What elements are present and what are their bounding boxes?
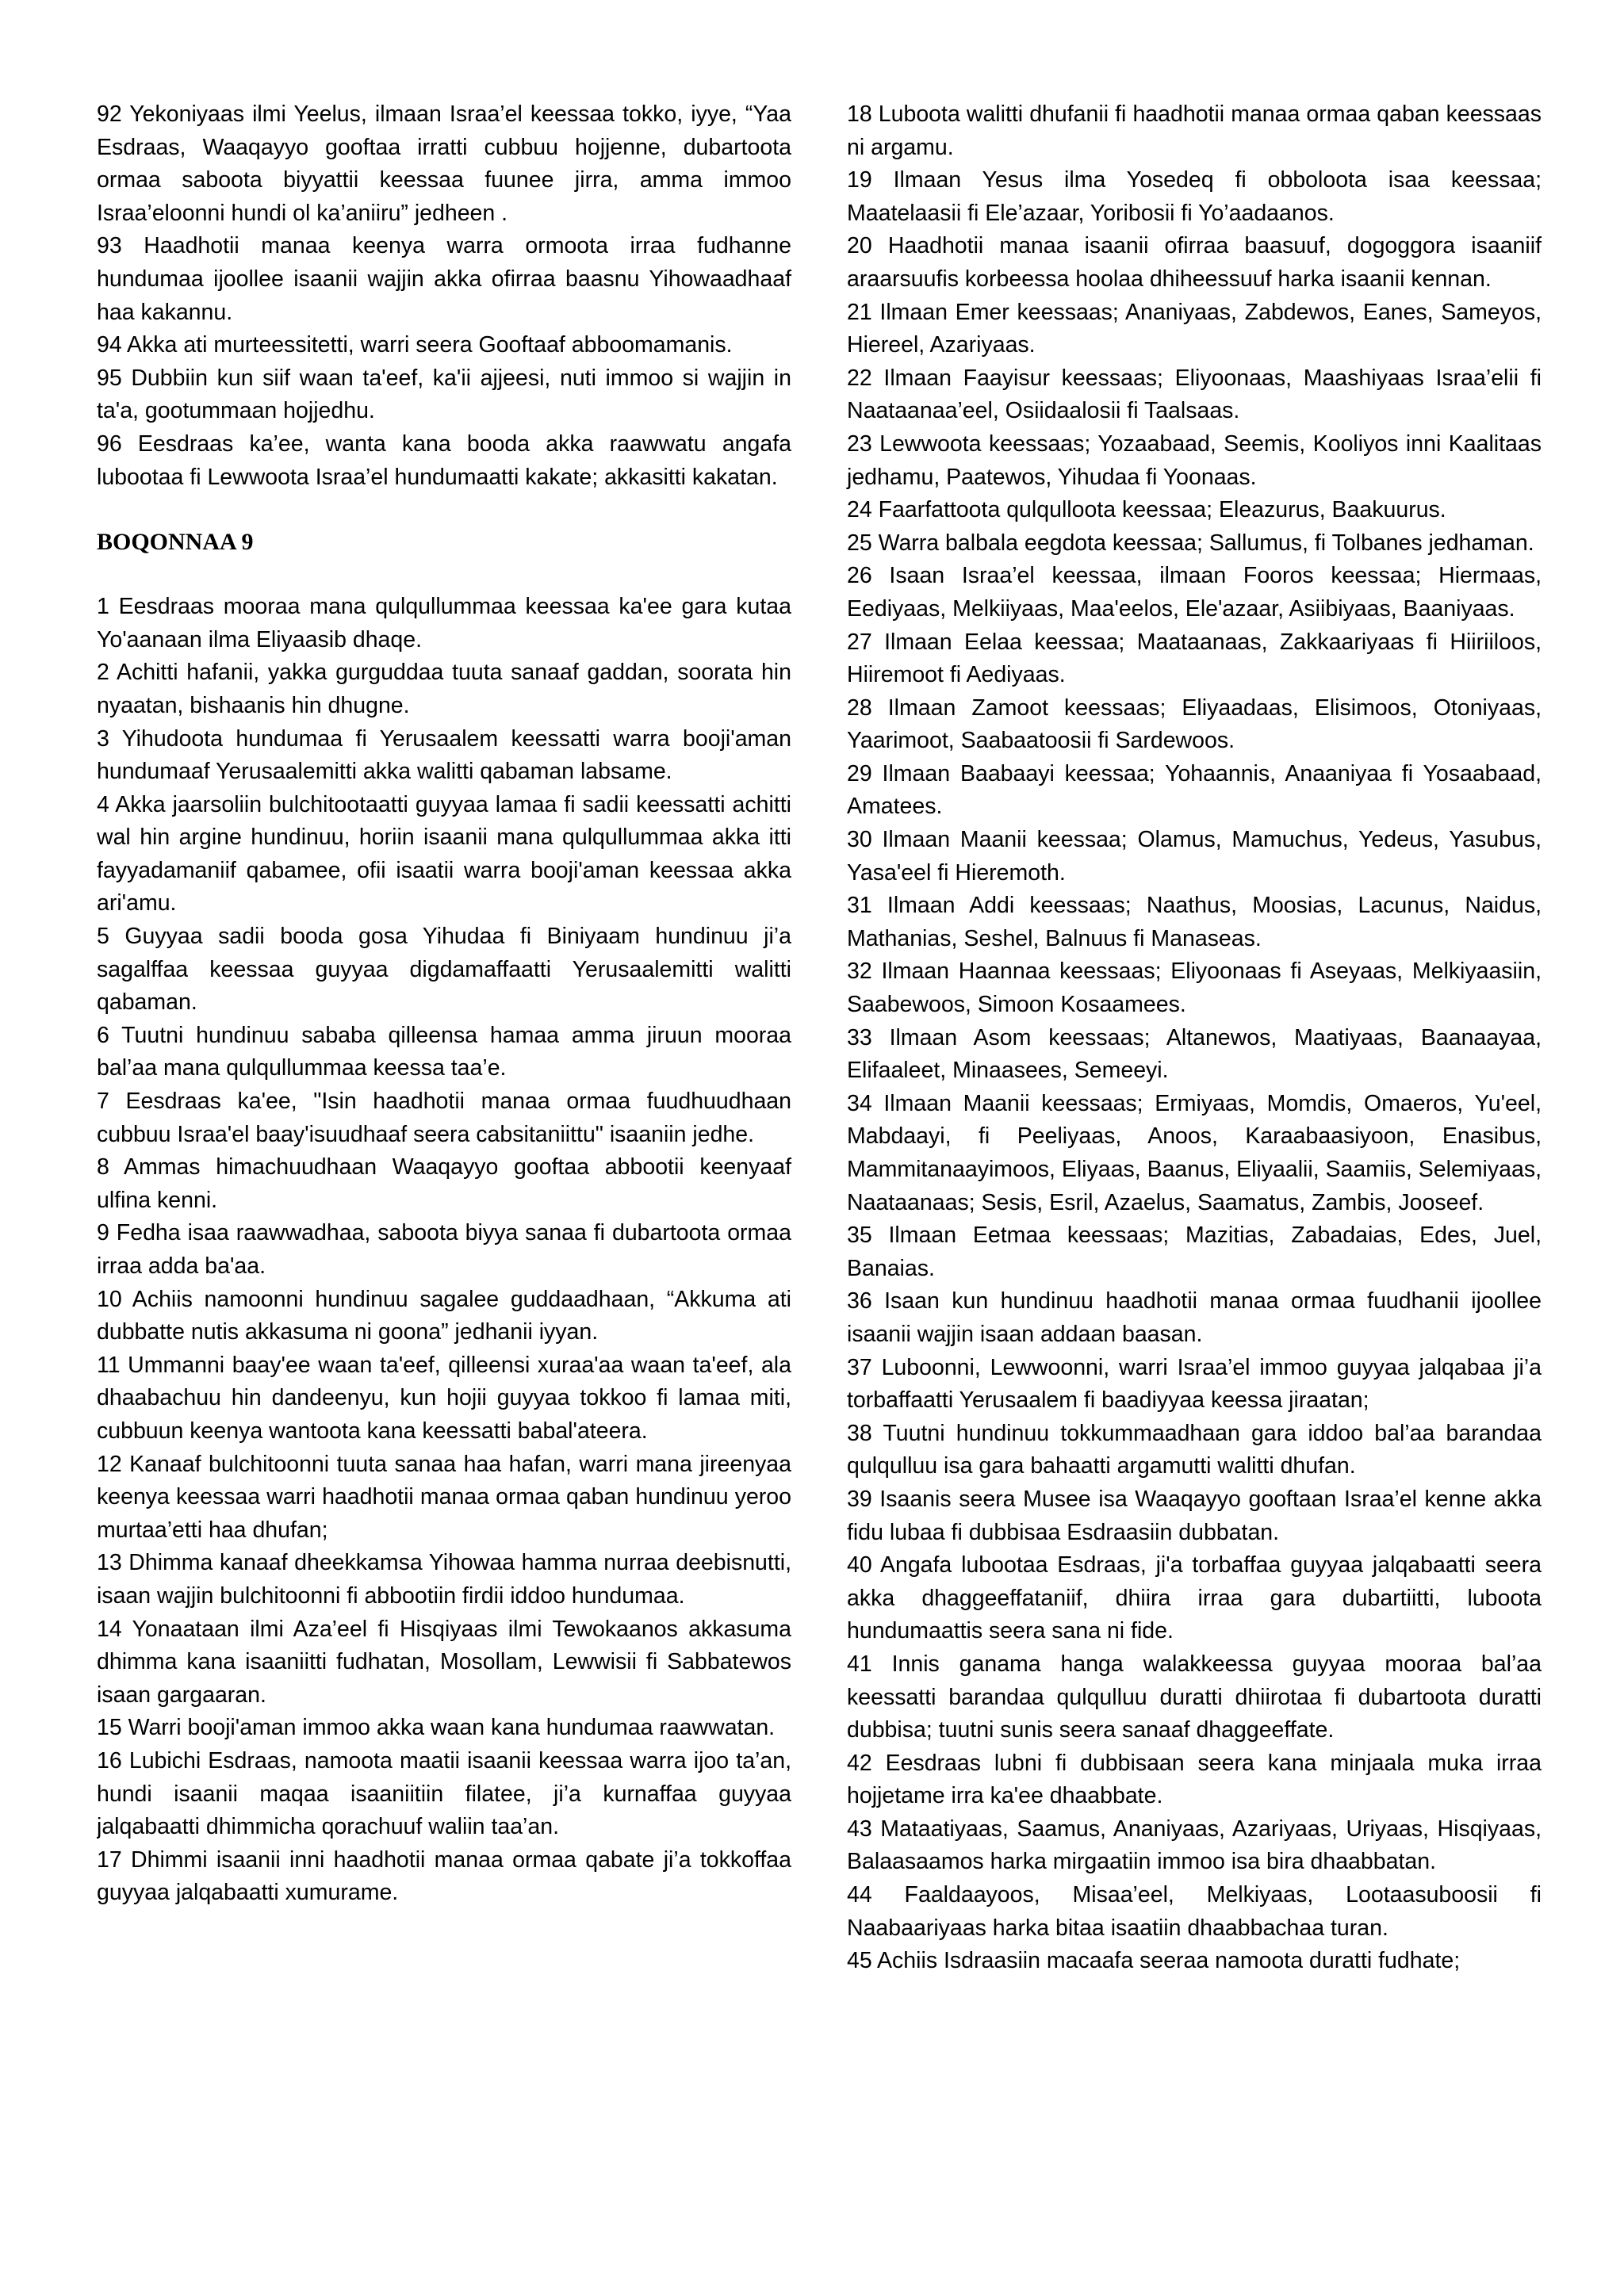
- right-column: [847, 98, 1542, 1978]
- verse: 3 Yihudoota hundumaa fi Yerusaalem keessatti warra booji'aman hundumaaf Yerusaalemitti akka walitti qabaman labsame.: [97, 725, 791, 785]
- verse: 10 Achiis namoonni hundinuu sagalee guddaadhaan, “Akkuma ati dubbatte nutis akkasuma ni goona” jedhanii iyyan.: [97, 1286, 791, 1345]
- verse: 1 Eesdraas mooraa mana qulqullummaa keessaa ka'ee gara kutaa Yo'aanaan ilma Eliyaasib dhaqe.: [97, 594, 791, 652]
- verse: 12 Kanaaf bulchitoonni tuuta sanaa haa hafan, warri mana jireenyaa keenya keessaa warri haadhotii manaa ormaa qaban hundinuu yeroo murtaa’etti haa dhufan;: [97, 1451, 791, 1543]
- verse: 4 Akka jaarsoliin bulchitootaatti guyyaa lamaa fi sadii keessatti achitti wal hin argine hundinuu, horiin isaanii mana qulqullummaa akka itti fayyadamaniif qabamee, ofii isaatii warra booji'aman keessaa akka ari'amu.: [97, 791, 791, 916]
- verse: 39 Isaanis seera Musee isa Waaqayyo gooftaan Israa’el kenne akka fidu lubaa fi dubbisaa Esdraasiin dubbatan.: [847, 1486, 1542, 1545]
- verse: 2 Achitti hafanii, yakka gurguddaa tuuta sanaaf gaddan, soorata hin nyaatan, bishaanis hin dhugne.: [97, 660, 791, 718]
- document-page: [97, 98, 1542, 2271]
- verse: 5 Guyyaa sadii booda gosa Yihudaa fi Biniyaam hundinuu ji’a sagalffaa keessaa guyyaa digdamaffaatti Yerusaalemitti walitti qabaman.: [97, 924, 791, 1016]
- verse: 6 Tuutni hundinuu sababa qilleensa hamaa amma jiruun mooraa bal’aa mana qulqullummaa keessa taa’e.: [97, 1022, 791, 1081]
- verse: 25 Warra balbala eegdota keessaa; Sallumus, fi Tolbanes jedhaman.: [847, 530, 1534, 556]
- verse: 30 Ilmaan Maanii keessaa; Olamus, Mamuchus, Yedeus, Yasubus, Yasa'eel fi Hieremoth.: [847, 827, 1542, 886]
- verse: 13 Dhimma kanaaf dheekkamsa Yihowaa hamma nurraa deebisnutti, isaan wajjin bulchitoonni fi abbootiin firdii iddoo hundumaa.: [97, 1550, 791, 1609]
- verse: 8 Ammas himachuudhaan Waaqayyo gooftaa abbootii keenyaaf ulfina kenni.: [97, 1154, 791, 1213]
- verse: 23 Lewwoota keessaas; Yozaabaad, Seemis, Kooliyos inni Kaalitaas jedhamu, Paatewos, Yihudaa fi Yoonaas.: [847, 430, 1542, 490]
- verse: 34 Ilmaan Maanii keessaas; Ermiyaas, Momdis, Omaeros, Yu'eel, Mabdaayi, fi Peeliyaas, Anoos, Karaabaasiyoon, Enasibus, Mammitanaayimoos, Eliyaas, Baanus, Eliyaalii, Saamiis, Selemiyaas, Naataanaas; Sesis, Esril, Azaelus, Saamatus, Zambis, Jooseef.: [847, 1090, 1542, 1215]
- verse: 92 Yekoniyaas ilmi Yeelus, ilmaan Israa’el keessaa tokko, iyye, “Yaa Esdraas, Waaqayyo gooftaa irratti cubbuu hojjenne, dubartoota ormaa saboota biyyattii keessaa fuunee jirra, amma immoo Israa’eloonni hundi ol ka’aniiru” jedheen .: [97, 101, 791, 226]
- verse: 20 Haadhotii manaa isaanii ofirraa baasuuf, dogoggora isaaniif araarsuufis korbeessa hoolaa dhiheessuuf harka isaanii kennan.: [847, 233, 1542, 292]
- verse: 32 Ilmaan Haannaa keessaas; Eliyoonaas fi Aseyaas, Melkiyaasiin, Saabewoos, Simoon Kosaamees.: [847, 959, 1542, 1018]
- verse: 11 Ummanni baay'ee waan ta'eef, qilleensi xuraa'aa waan ta'eef, ala dhaabachuu hin dandeenyu, kun hojii guyyaa tokkoo fi lamaa miti, cubbuun keenya wantoota kana keessatti babal'ateera.: [97, 1352, 791, 1444]
- verse: 26 Isaan Israa’el keessaa, ilmaan Fooros keessaa; Hiermaas, Eediyaas, Melkiiyaas, Maa'eelos, Ele'azaar, Asiibiyaas, Baaniyaas.: [847, 563, 1542, 622]
- verse: 43 Mataatiyaas, Saamus, Ananiyaas, Azariyaas, Uriyaas, Hisqiyaas, Balaasaamos harka mirgaatiin immoo isa bira dhaabbatan.: [847, 1816, 1542, 1875]
- verse: 14 Yonaataan ilmi Aza’eel fi Hisqiyaas ilmi Tewokaanos akkasuma dhimma kana isaaniitti fudhatan, Mosollam, Lewwisii fi Sabbatewos isaan gargaaran.: [97, 1616, 791, 1708]
- verse: 37 Luboonni, Lewwoonni, warri Israa’el immoo guyyaa jalqabaa ji’a torbaffaatti Yerusaalem fi baadiyyaa keessa jiraatan;: [847, 1354, 1542, 1414]
- verse: 29 Ilmaan Baabaayi keessaa; Yohaannis, Anaaniyaa fi Yosaabaad, Amatees.: [847, 760, 1542, 820]
- verse: 35 Ilmaan Eetmaa keessaas; Mazitias, Zabadaias, Edes, Juel, Banaias.: [847, 1223, 1542, 1281]
- chapter-heading: BOQONNAA 9: [97, 529, 254, 556]
- verse: 31 Ilmaan Addi keessaas; Naathus, Moosias, Lacunus, Naidus, Mathanias, Seshel, Balnuus fi Manaseas.: [847, 893, 1542, 951]
- verse: 36 Isaan kun hundinuu haadhotii manaa ormaa fuudhanii ijoollee isaanii wajjin isaan addaan baasan.: [847, 1288, 1542, 1347]
- verse: 24 Faarfattoota qulqulloota keessaa; Eleazurus, Baakuurus.: [847, 497, 1446, 523]
- verse: 19 Ilmaan Yesus ilma Yosedeq fi obboloota isaa keessaa; Maatelaasii fi Ele’azaar, Yoribosii fi Yo’aadaanos.: [847, 167, 1542, 226]
- verse: 16 Lubichi Esdraas, namoota maatii isaanii keessaa warra ijoo ta’an, hundi isaanii maqaa isaaniitiin filatee, ji’a kurnaffaa guyyaa jalqabaatti dhimmicha qorachuuf waliin taa’an.: [97, 1747, 791, 1840]
- verse: 94 Akka ati murteessitetti, warri seera Gooftaaf abboomamanis.: [97, 332, 733, 358]
- verse: 93 Haadhotii manaa keenya warra ormoota irraa fudhanne hundumaa ijoollee isaanii wajjin akka ofirraa baasnu Yihowaadhaaf haa kakannu.: [97, 233, 791, 325]
- verse: 27 Ilmaan Eelaa keessaa; Maataanaas, Zakkaariyaas fi Hiiriiloos, Hiiremoot fi Aediyaas.: [847, 629, 1542, 688]
- verse: 95 Dubbiin kun siif waan ta'eef, ka'ii ajjeesi, nuti immoo si wajjin in ta'a, gootummaan hojjedhu.: [97, 365, 791, 424]
- verse: 41 Innis ganama hanga walakkeessa guyyaa mooraa bal’aa keessatti barandaa qulqulluu duratti dhiirotaa fi dubartoota duratti dubbisa; tuutni sunis seera sanaaf dhaggeeffate.: [847, 1651, 1542, 1743]
- verse: 22 Ilmaan Faayisur keessaas; Eliyoonaas, Maashiyaas Israa’elii fi Naataanaa’eel, Osiidaalosii fi Taalsaas.: [847, 365, 1542, 424]
- verse: 15 Warri booji'aman immoo akka waan kana hundumaa raawwatan.: [97, 1715, 776, 1741]
- verse: 96 Eesdraas ka’ee, wanta kana booda akka raawwatu angafa lubootaa fi Lewwoota Israa’el hundumaatti kakate; akkasitti kakatan.: [97, 430, 791, 490]
- verse: 44 Faaldaayoos, Misaa’eel, Melkiyaas, Lootaasuboosii fi Naabaariyaas harka bitaa isaatiin dhaabbachaa turan.: [847, 1882, 1542, 1941]
- verse: 18 Luboota walitti dhufanii fi haadhotii manaa ormaa qaban keessaas ni argamu.: [847, 101, 1542, 160]
- verse: 40 Angafa lubootaa Esdraas, ji'a torbaffaa guyyaa jalqabaatti seera akka dhaggeeffataniif, dhiira irraa gara dubartiitti, luboota hundumaattis seera sana ni fide.: [847, 1552, 1542, 1644]
- verse: 17 Dhimmi isaanii inni haadhotii manaa ormaa qabate ji’a tokkoffaa guyyaa jalqabaatti xumurame.: [97, 1846, 791, 1906]
- verse: 33 Ilmaan Asom keessaas; Altanewos, Maatiyaas, Baanaayaa, Elifaaleet, Minaasees, Semeeyi.: [847, 1024, 1542, 1084]
- verse: 45 Achiis Isdraasiin macaafa seeraa namoota duratti fudhate;: [847, 1948, 1461, 1974]
- verse: 21 Ilmaan Emer keessaas; Ananiyaas, Zabdewos, Eanes, Sameyos, Hiereel, Azariyaas.: [847, 299, 1542, 358]
- left-column: [97, 98, 791, 1910]
- verse: 38 Tuutni hundinuu tokkummaadhaan gara iddoo bal’aa barandaa qulqulluu isa gara bahaatti argamutti walitti dhufan.: [847, 1420, 1542, 1479]
- verse: 28 Ilmaan Zamoot keessaas; Eliyaadaas, Elisimoos, Otoniyaas, Yaarimoot, Saabaatoosii fi Sardewoos.: [847, 695, 1542, 754]
- verse: 7 Eesdraas ka'ee, "Isin haadhotii manaa ormaa fuudhuudhaan cubbuu Israa'el baay'isuudhaaf seera cabsitaniittu" isaaniin jedhe.: [97, 1089, 791, 1147]
- verse: 42 Eesdraas lubni fi dubbisaan seera kana minjaala muka irraa hojjetame irra ka'ee dhaabbate.: [847, 1750, 1542, 1809]
- verse: 9 Fedha isaa raawwadhaa, saboota biyya sanaa fi dubartoota ormaa irraa adda ba'aa.: [97, 1220, 791, 1279]
